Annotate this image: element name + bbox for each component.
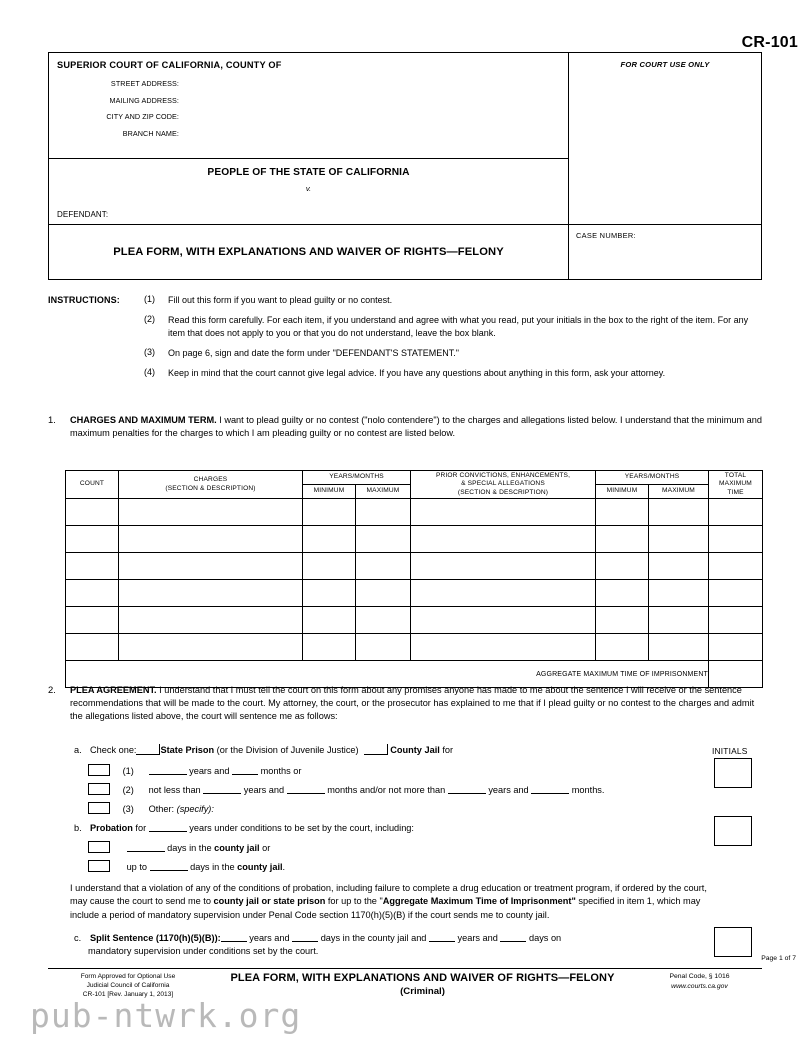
item-2b-letter: b. xyxy=(74,823,82,833)
th-priors xyxy=(411,471,596,499)
cell-minimum-2[interactable] xyxy=(596,634,649,661)
cell-count[interactable] xyxy=(66,634,119,661)
instruction-text: Read this form carefully. For each item, if you understand and agree with what you read, put your initials in the box to the right of the item. For any item that does not apply to you or that you do not understand, leave the box blank. xyxy=(168,315,749,338)
footer-revision: CR-101 [Rev. January 1, 2013] xyxy=(82,991,174,998)
item-2a-2-checkbox[interactable] xyxy=(88,783,110,795)
split-sup-days-blank[interactable] xyxy=(500,933,526,942)
min-years-blank[interactable] xyxy=(203,785,241,794)
charges-table xyxy=(65,470,763,688)
cell-priors[interactable] xyxy=(411,526,596,553)
footer-website: www.courts.ca.gov xyxy=(671,982,728,990)
min-months-blank[interactable] xyxy=(287,785,325,794)
item-2a-3-label: Other: xyxy=(148,804,175,814)
split-years-blank[interactable] xyxy=(221,933,247,942)
item-2a-3-specify: (specify): xyxy=(176,804,214,814)
cell-maximum-2[interactable] xyxy=(649,499,709,526)
item-2a-1-number: (1) xyxy=(122,766,134,776)
case-number-block[interactable] xyxy=(569,225,761,279)
th-priors-line3: (SECTION & DESCRIPTION) xyxy=(457,488,549,496)
item-2b-line1-mid: days in the xyxy=(164,843,215,853)
item-2b-line2-checkbox[interactable] xyxy=(88,860,110,872)
instruction-item xyxy=(144,294,762,307)
item-2b-line2-pre: up to xyxy=(126,862,150,872)
item-2a-check-one xyxy=(74,744,714,757)
instruction-text: On page 6, sign and date the form under "DEFENDANT'S STATEMENT." xyxy=(168,347,459,358)
cell-charges[interactable] xyxy=(119,580,303,607)
footer-right-block xyxy=(637,972,762,999)
street-address-label: STREET ADDRESS: xyxy=(110,79,179,88)
th-charges-line1: CHARGES xyxy=(193,476,228,484)
probation-violation-paragraph xyxy=(70,882,715,922)
instruction-text: Fill out this form if you want to plead guilty or no contest. xyxy=(168,295,393,305)
caption-right-column xyxy=(569,53,761,279)
instruction-text: Keep in mind that the court cannot give legal advice. If you have any questions about anything in this form, ask your attorney. xyxy=(168,367,666,378)
section-1-body xyxy=(70,414,762,440)
cell-count[interactable] xyxy=(66,553,119,580)
cell-count[interactable] xyxy=(66,499,119,526)
split-sentence-label: Split Sentence (1170(h)(5)(B)): xyxy=(90,933,221,943)
instruction-item xyxy=(144,367,762,380)
probation-years-blank[interactable] xyxy=(149,823,187,832)
footer-left-block xyxy=(48,972,208,999)
item-2a-2-mid2: years and xyxy=(485,785,532,795)
form-title-block xyxy=(49,225,568,279)
item-2c-p1: years and xyxy=(246,933,293,943)
item-2a-letter: a. xyxy=(74,745,82,755)
violation-p2: for up to the " xyxy=(325,896,383,907)
cell-minimum-2[interactable] xyxy=(596,607,649,634)
item-2a-1-mid: years and xyxy=(186,766,233,776)
plaintiff-title: PEOPLE OF THE STATE OF CALIFORNIA xyxy=(207,167,410,178)
instruction-number: (3) xyxy=(144,346,155,357)
section-2-body xyxy=(70,684,762,723)
item-2a-1 xyxy=(88,764,708,778)
jail-days-upto-blank[interactable] xyxy=(150,862,188,871)
violation-b1: county jail or state prison xyxy=(213,896,326,907)
instructions-section xyxy=(48,294,762,387)
charges-table-body xyxy=(66,499,763,688)
th-total-line3: TIME xyxy=(727,488,744,496)
footer-penal-code: Penal Code, § 1016 xyxy=(669,973,730,980)
footer-center-block xyxy=(208,972,637,999)
item-2c-p3: years and xyxy=(454,933,501,943)
item-2b-line2 xyxy=(88,860,708,874)
violation-b2: Aggregate Maximum Time of Imprisonment" xyxy=(382,896,576,907)
th-minimum-1: MINIMUM xyxy=(303,485,356,499)
max-years-blank[interactable] xyxy=(448,785,486,794)
cell-charges[interactable] xyxy=(119,499,303,526)
cell-minimum-2[interactable] xyxy=(596,526,649,553)
item-2a-2-post2: months. xyxy=(569,785,605,795)
instruction-item xyxy=(144,314,762,339)
caption-box xyxy=(48,52,762,280)
probation-lead-pre: for xyxy=(132,823,149,833)
item-2b-line2-mid: days in the xyxy=(187,862,238,872)
cell-charges[interactable] xyxy=(119,526,303,553)
max-months-blank[interactable] xyxy=(531,785,569,794)
item-2c-line2 xyxy=(88,945,708,958)
cell-maximum-2[interactable] xyxy=(649,607,709,634)
instruction-item xyxy=(144,347,762,360)
instruction-number: (1) xyxy=(144,294,155,304)
state-prison-paren: (or the Division of Juvenile Justice) xyxy=(214,745,359,755)
probation-label: Probation xyxy=(90,823,133,833)
section-2-number: 2. xyxy=(48,684,56,695)
footer-approval-line1: Form Approved for Optional Use xyxy=(80,973,176,980)
cell-maximum-1[interactable] xyxy=(356,499,411,526)
cell-count[interactable] xyxy=(66,580,119,607)
cell-maximum-1[interactable] xyxy=(356,580,411,607)
for-word: for xyxy=(439,745,454,755)
cell-priors[interactable] xyxy=(411,580,596,607)
cell-minimum-1[interactable] xyxy=(303,607,356,634)
versus-label: v. xyxy=(305,184,312,193)
cell-minimum-1[interactable] xyxy=(303,526,356,553)
cell-total[interactable] xyxy=(709,634,763,661)
cell-priors[interactable] xyxy=(411,499,596,526)
cell-maximum-1[interactable] xyxy=(356,553,411,580)
court-identification-block xyxy=(49,53,568,159)
th-priors-line2: & SPECIAL ALLEGATIONS xyxy=(461,480,545,488)
cell-minimum-2[interactable] xyxy=(596,553,649,580)
county-jail-checkbox[interactable] xyxy=(364,744,388,755)
table-row[interactable] xyxy=(66,499,763,526)
item-2a-2-post: months and/or not more than xyxy=(324,785,448,795)
cell-count[interactable] xyxy=(66,526,119,553)
mailing-address-label: MAILING ADDRESS: xyxy=(109,95,179,105)
probation-lead-post: years under conditions to be set by the court, including: xyxy=(186,823,414,833)
th-minimum-2: MINIMUM xyxy=(596,485,649,499)
years-blank[interactable] xyxy=(149,766,187,775)
item-2a-3 xyxy=(88,802,708,816)
table-row[interactable] xyxy=(66,526,763,553)
cell-charges[interactable] xyxy=(119,607,303,634)
th-charges xyxy=(119,471,303,499)
table-row[interactable] xyxy=(66,553,763,580)
for-court-use-only-label: FOR COURT USE ONLY xyxy=(620,60,710,69)
state-prison-label: State Prison xyxy=(160,745,215,755)
item-2b-line1-post: or xyxy=(259,843,271,853)
section-1-charges xyxy=(48,414,762,440)
item-2c-p4: days on xyxy=(526,933,562,943)
item-2b-line2-post: . xyxy=(282,862,286,872)
footer-approval-line2: Judicial Council of California xyxy=(86,982,170,989)
th-charges-line2: (SECTION & DESCRIPTION) xyxy=(165,484,256,492)
th-years-months-2: YEARS/MONTHS xyxy=(596,471,709,485)
cell-minimum-1[interactable] xyxy=(303,580,356,607)
section-2-plea-agreement xyxy=(48,684,762,723)
initials-box-2c[interactable] xyxy=(714,927,752,957)
cell-charges[interactable] xyxy=(119,634,303,661)
th-priors-line1: PRIOR CONVICTIONS, ENHANCEMENTS, xyxy=(435,472,571,479)
item-2b-line1 xyxy=(88,841,708,855)
cell-maximum-1[interactable] xyxy=(356,526,411,553)
th-total-line2: MAXIMUM xyxy=(719,480,752,488)
section-2-heading: PLEA AGREEMENT. xyxy=(70,685,157,695)
cell-minimum-1[interactable] xyxy=(303,499,356,526)
form-title: PLEA FORM, WITH EXPLANATIONS AND WAIVER OF RIGHTS—FELONY xyxy=(113,246,504,258)
item-2b-line1-checkbox[interactable] xyxy=(88,841,110,853)
county-jail-bold-2: county jail xyxy=(237,862,283,872)
cell-priors[interactable] xyxy=(411,634,596,661)
item-2c-split-sentence xyxy=(74,932,714,945)
instruction-number: (4) xyxy=(144,366,155,377)
aggregate-label: AGGREGATE MAXIMUM TIME OF IMPRISONMENT xyxy=(66,661,709,688)
page-indicator: Page 1 of 7 xyxy=(761,955,796,962)
item-2c-p2: days in the county jail and xyxy=(318,933,429,943)
page-footer xyxy=(48,968,762,999)
instructions-label: INSTRUCTIONS: xyxy=(48,294,120,305)
item-2c-line2-text: mandatory supervision under conditions set by the court. xyxy=(88,946,319,956)
parties-block xyxy=(49,159,568,225)
defendant-label: DEFENDANT: xyxy=(57,210,109,219)
item-2c-letter: c. xyxy=(74,933,82,943)
item-2a-2-pre: not less than xyxy=(148,785,204,795)
item-2a-3-number: (3) xyxy=(122,804,134,814)
cell-charges[interactable] xyxy=(119,553,303,580)
cell-priors[interactable] xyxy=(411,607,596,634)
caption-left-column xyxy=(49,53,569,279)
section-1-heading: CHARGES AND MAXIMUM TERM. xyxy=(70,415,217,425)
cell-maximum-2[interactable] xyxy=(649,580,709,607)
th-maximum-2: MAXIMUM xyxy=(649,485,709,499)
section-2-text: I understand that I must tell the court on this form about any promises anyone has made to me about the sentence I will receive or the sentence recommendations that will be made to the court. My attorney, the court, or the prosecutor has explained to me that if I plead guilty or no contest to the charges and admit the allegations listed above, the court will sentence me as follows: xyxy=(70,685,755,721)
cell-count[interactable] xyxy=(66,607,119,634)
split-days-blank[interactable] xyxy=(292,933,318,942)
violation-p1: I understand that a violation of any of the conditions of probation, including failure to complete a drug education or treatment program, if ordered by the court, may cause the court to send me to xyxy=(70,883,707,907)
footer-form-subtitle: (Criminal) xyxy=(400,986,445,997)
cell-minimum-1[interactable] xyxy=(303,634,356,661)
item-2a-2-mid: years and xyxy=(241,785,287,795)
cell-maximum-2[interactable] xyxy=(649,634,709,661)
item-2a-1-post: months or xyxy=(258,766,302,776)
cell-maximum-1[interactable] xyxy=(356,607,411,634)
cell-total[interactable] xyxy=(709,499,763,526)
court-title: SUPERIOR COURT OF CALIFORNIA, COUNTY OF xyxy=(57,60,282,70)
cell-minimum-2[interactable] xyxy=(596,499,649,526)
section-1-number: 1. xyxy=(48,414,56,425)
cell-maximum-2[interactable] xyxy=(649,526,709,553)
initials-box-2a[interactable] xyxy=(714,758,752,788)
th-years-months-1: YEARS/MONTHS xyxy=(303,471,411,485)
months-blank[interactable] xyxy=(232,766,258,775)
for-court-use-only-block xyxy=(569,53,761,225)
item-2b-probation xyxy=(74,822,714,835)
th-total-line1: TOTAL xyxy=(724,472,747,479)
cell-total[interactable] xyxy=(709,580,763,607)
state-prison-checkbox[interactable] xyxy=(136,744,160,755)
cell-maximum-2[interactable] xyxy=(649,553,709,580)
jail-days-blank[interactable] xyxy=(127,843,165,852)
item-2a-3-checkbox[interactable] xyxy=(88,802,110,814)
footer-form-title: PLEA FORM, WITH EXPLANATIONS AND WAIVER OF RIGHTS—FELONY xyxy=(230,972,615,984)
cell-maximum-1[interactable] xyxy=(356,634,411,661)
cell-total[interactable] xyxy=(709,607,763,634)
th-total-maximum-time xyxy=(709,471,763,499)
cell-minimum-2[interactable] xyxy=(596,580,649,607)
violation-p3: specified in item 1, which may include a period of mandatory supervision under Penal Code section 1170(h)(5)(B) if the court sends me to county jail. xyxy=(70,896,701,920)
case-number-label: CASE NUMBER: xyxy=(576,231,636,240)
check-one-label: Check one: xyxy=(90,745,137,755)
item-2a-2 xyxy=(88,783,713,797)
county-jail-label: County Jail xyxy=(390,745,440,755)
county-jail-bold-1: county jail xyxy=(214,843,260,853)
item-2a-2-number: (2) xyxy=(122,785,134,795)
item-2a-1-checkbox[interactable] xyxy=(88,764,110,776)
cell-priors[interactable] xyxy=(411,553,596,580)
city-zip-label: CITY AND ZIP CODE: xyxy=(106,112,179,121)
th-maximum-1: MAXIMUM xyxy=(356,485,411,499)
instruction-number: (2) xyxy=(144,314,155,325)
cell-total[interactable] xyxy=(709,553,763,580)
section-1-text: I want to plead guilty or no contest ("nolo contendere") to the charges and allegations listed below. I understand that the minimum and maximum penalties for the charges to which I am pleading guilty or no contest are listed below. xyxy=(70,415,762,438)
instructions-list xyxy=(144,294,762,387)
table-row[interactable] xyxy=(66,607,763,634)
table-row[interactable] xyxy=(66,580,763,607)
branch-name-label: BRANCH NAME: xyxy=(122,128,179,138)
cell-total[interactable] xyxy=(709,526,763,553)
cell-minimum-1[interactable] xyxy=(303,553,356,580)
initials-box-2b[interactable] xyxy=(714,816,752,846)
split-sup-years-blank[interactable] xyxy=(429,933,455,942)
watermark: pub-ntwrk.org xyxy=(30,996,302,1035)
table-row[interactable] xyxy=(66,634,763,661)
initials-label: INITIALS xyxy=(712,746,748,756)
form-number: CR-101 xyxy=(741,34,798,51)
th-count: COUNT xyxy=(66,471,119,499)
